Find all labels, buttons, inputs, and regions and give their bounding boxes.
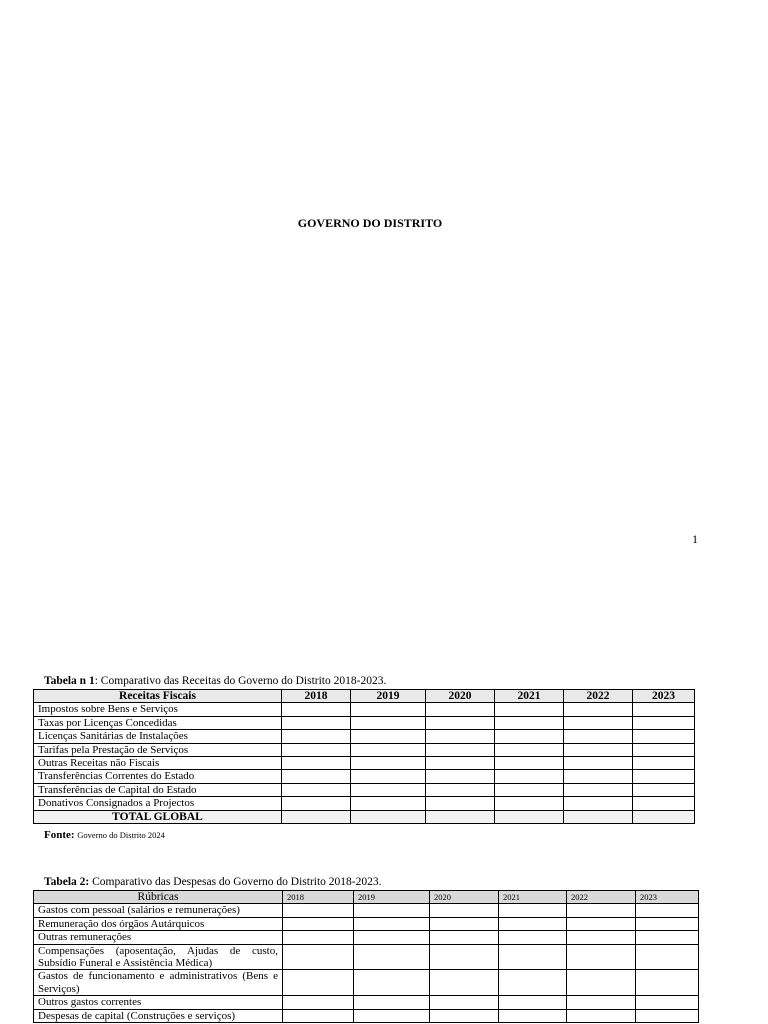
table-cell (495, 757, 564, 770)
table-cell (426, 810, 495, 823)
table1-source (44, 829, 165, 841)
table-cell (499, 970, 567, 996)
row-label: Gastos com pessoal (salários e remunerações) (34, 904, 283, 917)
table-cell (282, 743, 351, 756)
table-cell (564, 703, 633, 716)
table-cell (633, 783, 695, 796)
table2-caption (44, 876, 382, 888)
table-cell (499, 1009, 567, 1022)
table-cell (636, 970, 699, 996)
column-header: 2018 (283, 891, 354, 904)
table-cell (282, 783, 351, 796)
table-row (34, 904, 699, 917)
table-row (34, 996, 699, 1009)
table-cell (282, 797, 351, 810)
table2-caption-text: Comparativo das Despesas do Governo do Distrito 2018-2023. (89, 876, 382, 888)
table-cell (430, 970, 499, 996)
table-cell (567, 931, 636, 944)
table-cell (283, 917, 354, 930)
table-cell (282, 770, 351, 783)
table-cell (351, 770, 426, 783)
table-row (34, 944, 699, 970)
table-cell (430, 996, 499, 1009)
table-row (34, 716, 695, 729)
table-cell (495, 770, 564, 783)
column-header: 2020 (430, 891, 499, 904)
row-label: Tarifas pela Prestação de Serviços (34, 743, 282, 756)
row-label: Taxas por Licenças Concedidas (34, 716, 282, 729)
row-label: Remuneração dos órgãos Autárquicos (34, 917, 283, 930)
table-cell (564, 770, 633, 783)
table-cell (354, 944, 430, 970)
column-header: 2021 (495, 690, 564, 703)
table-cell (633, 810, 695, 823)
table-cell (499, 931, 567, 944)
table-cell (282, 810, 351, 823)
table-cell (283, 970, 354, 996)
table-cell (354, 904, 430, 917)
table-cell (351, 716, 426, 729)
table-header-row (34, 690, 695, 703)
table-cell (567, 970, 636, 996)
table-cell (354, 970, 430, 996)
column-header: 2018 (282, 690, 351, 703)
column-header: 2022 (567, 891, 636, 904)
table1-caption (44, 675, 386, 687)
table-cell (426, 703, 495, 716)
table-cell (495, 797, 564, 810)
table-cell (354, 931, 430, 944)
table-cell (354, 917, 430, 930)
row-label: Licenças Sanitárias de Instalações (34, 730, 282, 743)
table-cell (633, 770, 695, 783)
table-cell (567, 996, 636, 1009)
total-label: TOTAL GLOBAL (34, 810, 282, 823)
table-cell (430, 1009, 499, 1022)
table-row (34, 743, 695, 756)
table-cell (633, 716, 695, 729)
table-cell (282, 716, 351, 729)
column-header: 2020 (426, 690, 495, 703)
row-label: Donativos Consignados a Projectos (34, 797, 282, 810)
table-cell (564, 730, 633, 743)
table-cell (495, 703, 564, 716)
table-cell (354, 1009, 430, 1022)
table-cell (430, 944, 499, 970)
table-cell (567, 944, 636, 970)
table1-caption-text: : Comparativo das Receitas do Governo do Distrito 2018-2023. (94, 675, 387, 687)
table-cell (633, 757, 695, 770)
table-row (34, 783, 695, 796)
table-cell (351, 783, 426, 796)
revenue-table (33, 689, 695, 824)
table-cell (633, 730, 695, 743)
column-header: 2022 (564, 690, 633, 703)
table-cell (351, 743, 426, 756)
row-label: Outras remunerações (34, 931, 283, 944)
column-header: Rúbricas (34, 891, 283, 904)
table-cell (636, 944, 699, 970)
table-cell (633, 743, 695, 756)
column-header: 2021 (499, 891, 567, 904)
table-row (34, 1009, 699, 1022)
table-cell (283, 1009, 354, 1022)
table-cell (283, 931, 354, 944)
row-label: Transferências Correntes do Estado (34, 770, 282, 783)
table-cell (282, 757, 351, 770)
row-label: Outros gastos correntes (34, 996, 283, 1009)
table-cell (499, 944, 567, 970)
table-cell (636, 917, 699, 930)
table-cell (351, 797, 426, 810)
column-header: Receitas Fiscais (34, 690, 282, 703)
table-row (34, 703, 695, 716)
table-row (34, 797, 695, 810)
source-text: Governo do Distrito 2024 (77, 830, 165, 840)
row-label: Transferências de Capital do Estado (34, 783, 282, 796)
table-cell (633, 797, 695, 810)
table-cell (351, 703, 426, 716)
row-label: Compensações (aposentação, Ajudas de custo, Subsídio Funeral e Assistência Médica) (34, 944, 283, 970)
table-cell (282, 703, 351, 716)
table1-caption-label: Tabela n 1 (44, 675, 95, 687)
table-cell (495, 783, 564, 796)
table-cell (283, 944, 354, 970)
table-header-row (34, 891, 699, 904)
table-cell (430, 931, 499, 944)
table-row (34, 770, 695, 783)
table-cell (495, 716, 564, 729)
table-row (34, 931, 699, 944)
table-cell (499, 996, 567, 1009)
page-number: 1 (692, 532, 698, 546)
table-cell (564, 797, 633, 810)
table-cell (636, 996, 699, 1009)
document-heading: GOVERNO DO DISTRITO (297, 216, 443, 230)
row-label: Outras Receitas não Fiscais (34, 757, 282, 770)
table-cell (283, 904, 354, 917)
column-header: 2019 (354, 891, 430, 904)
table-cell (636, 1009, 699, 1022)
table-cell (564, 783, 633, 796)
table-cell (283, 996, 354, 1009)
table-cell (430, 904, 499, 917)
table-cell (567, 904, 636, 917)
table-cell (430, 917, 499, 930)
table-cell (426, 716, 495, 729)
table-cell (351, 730, 426, 743)
table-row (34, 757, 695, 770)
table-cell (567, 917, 636, 930)
table-cell (633, 703, 695, 716)
table-cell (564, 810, 633, 823)
row-label: Despesas de capital (Construções e serviços) (34, 1009, 283, 1022)
table-cell (426, 743, 495, 756)
table-cell (499, 917, 567, 930)
table-cell (567, 1009, 636, 1022)
row-label: Impostos sobre Bens e Serviços (34, 703, 282, 716)
row-label: Gastos de funcionamento e administrativos (Bens e Serviços) (34, 970, 283, 996)
table-cell (426, 770, 495, 783)
table-row (34, 970, 699, 996)
table-cell (354, 996, 430, 1009)
table-cell (426, 757, 495, 770)
table-cell (564, 757, 633, 770)
table-cell (499, 904, 567, 917)
table2-caption-label: Tabela 2: (44, 876, 90, 888)
table-cell (351, 757, 426, 770)
table-cell (351, 810, 426, 823)
table-cell (636, 904, 699, 917)
column-header: 2023 (633, 690, 695, 703)
table-cell (426, 730, 495, 743)
table-cell (282, 730, 351, 743)
table-cell (564, 743, 633, 756)
table-cell (495, 743, 564, 756)
source-label: Fonte: (44, 829, 75, 841)
table-cell (495, 810, 564, 823)
column-header: 2023 (636, 891, 699, 904)
table-cell (426, 797, 495, 810)
table-row (34, 917, 699, 930)
table-row (34, 730, 695, 743)
table-cell (564, 716, 633, 729)
table-cell (426, 783, 495, 796)
column-header: 2019 (351, 690, 426, 703)
table-cell (636, 931, 699, 944)
expense-table (33, 890, 699, 1023)
table-cell (495, 730, 564, 743)
total-row (34, 810, 695, 823)
